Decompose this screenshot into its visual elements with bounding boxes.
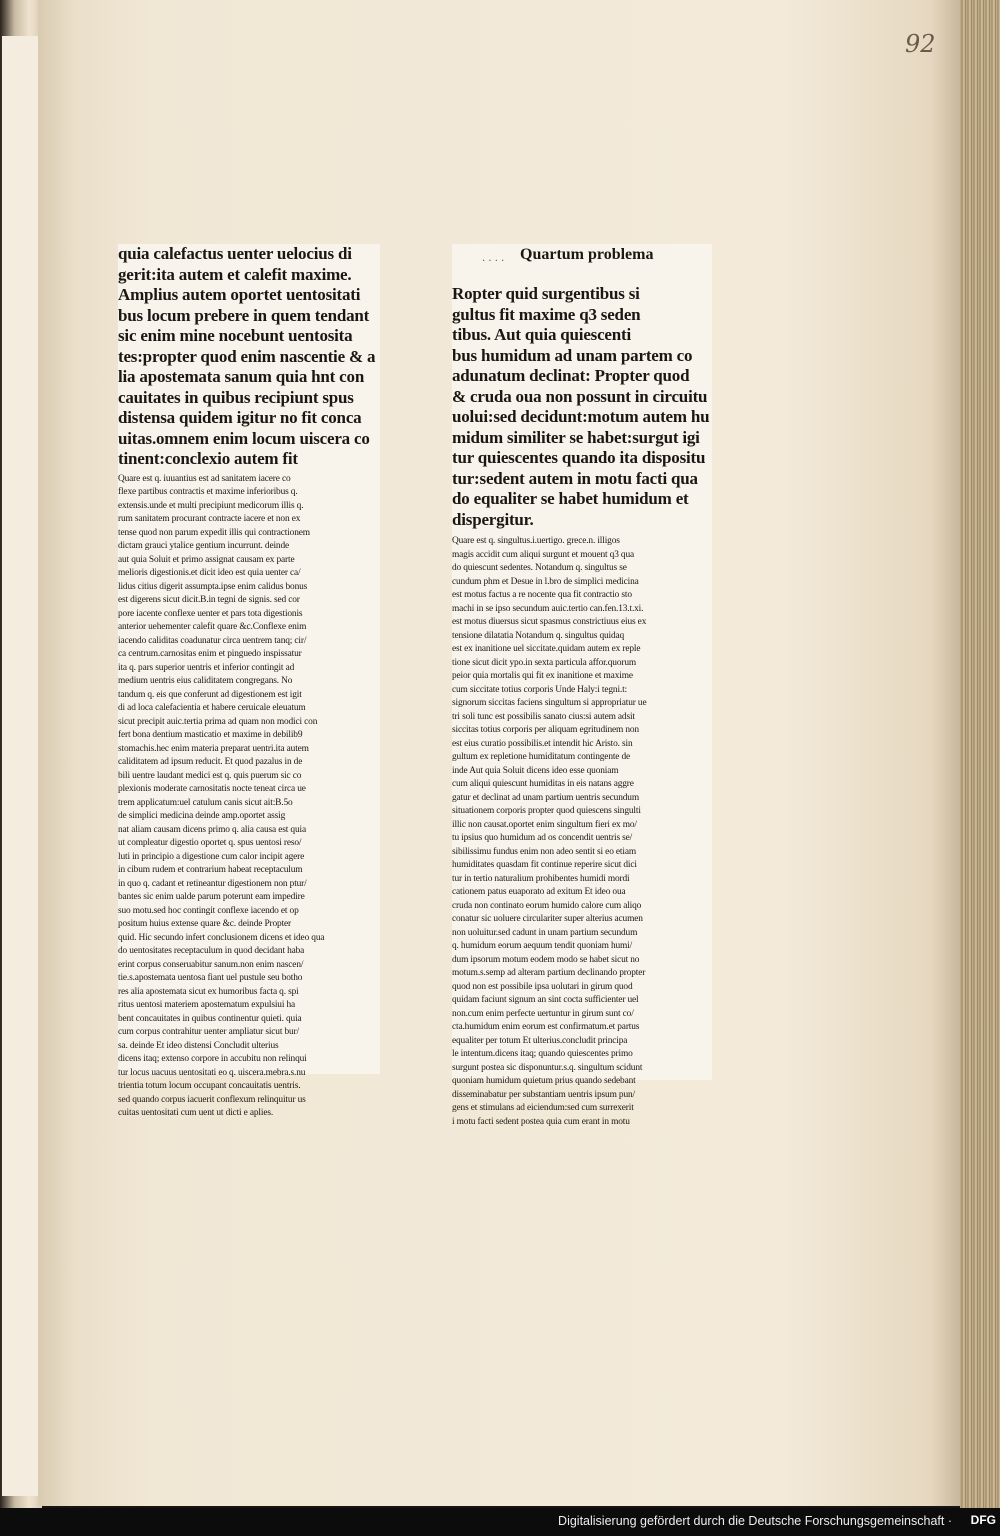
text-line: quidam faciunt signum an sint cocta sufficienter uel xyxy=(452,995,639,1005)
text-line: uolui:sed decidunt:motum autem hu xyxy=(452,407,710,426)
text-line: uitas.omnem enim locum uiscera co xyxy=(118,428,370,448)
text-line: Ropter quid surgentibus si xyxy=(452,284,640,303)
text-line: tur:sedent autem in motu facti qua xyxy=(452,468,698,488)
text-line: suo motu.sed hoc contingit conflexe iacendo et op xyxy=(118,905,299,916)
text-line: nat aliam causam dicens primo q. alia causa est quia xyxy=(118,824,306,835)
right-text-column xyxy=(452,244,712,1127)
text-line: cationem patus euaporato ad exitum Et ideo oua xyxy=(452,887,626,897)
text-line: tur locus uacuus uentositati eo q. uiscera.mebra.s.nu xyxy=(118,1067,306,1078)
text-line: res alia apostemata sicut ex humoribus facta q. spi xyxy=(118,986,299,997)
text-line: do equaliter se habet humidum et xyxy=(452,489,689,508)
text-line: est ex inanitione uel siccitate.quidam autem ex reple xyxy=(452,644,641,654)
text-line: quia calefactus uenter uelocius di xyxy=(118,244,352,263)
footer-bar xyxy=(0,1508,1000,1536)
page-edges xyxy=(960,0,1000,1510)
text-line: extensis.unde et multi precipiunt medicorum illis q. xyxy=(118,500,304,511)
text-line: de simplici medicina deinde amp.oportet assig xyxy=(118,811,286,821)
text-line: bent concauitates in quibus continentur quieti. quia xyxy=(118,1013,302,1024)
text-line: flexe partibus contractis et maxime inferioribus q. xyxy=(118,487,298,497)
text-line: trem applicatum:uel catulum canis sicut ait:B.5o xyxy=(118,797,293,808)
text-line: signorum siccitas faciens singultum si appropriatur ue xyxy=(452,698,647,708)
text-line: cum siccitate totius corporis Unde Haly:i tegni.t: xyxy=(452,684,628,695)
text-line: luti in principio a digestione cum calor incipit agere xyxy=(118,851,305,862)
text-line: tur in tertio naturalium prohibentes humidi mordi xyxy=(452,873,630,884)
text-line: lia apostemata sanum quia hnt con xyxy=(118,367,365,386)
text-line: est motus factus a re nocente qua fit contractio sto xyxy=(452,590,632,600)
text-line: Quare est q. singultus.i.uertigo. grece.n. illigos xyxy=(452,536,620,546)
text-line: iacendo caliditas coadunatur circa uentrem tanq; cir/ xyxy=(118,635,307,646)
right-commentary-text xyxy=(452,535,712,1129)
text-line: Quare est q. iuuantius est ad sanitatem iacere co xyxy=(118,473,291,484)
text-line: lidus citius digerit assumpta.ipse enim calidus bonus xyxy=(118,581,308,592)
text-line: est eius curatio possibilis.et intendit hic Aristo. sin xyxy=(452,738,633,749)
text-line: cuitas uentositati cum uent ut dicti e aplies. xyxy=(118,1108,274,1118)
text-line: cauitates in quibus recipiunt spus xyxy=(118,387,354,407)
text-line: gultus fit maxime q3 seden xyxy=(452,304,641,324)
text-line: est digerens sicut dicit.B.in tegni de signis. sed cor xyxy=(118,595,300,605)
text-line: cum aliqui quiescunt humiditas in eis natans aggre xyxy=(452,779,634,789)
text-line: anterior uehementer calefit quare &c.Conflexe enim xyxy=(118,622,307,632)
text-line: peior quia mortalis qui fit ex inanitione et maxime xyxy=(452,671,633,681)
text-line: bili uentre laudant medici est q. quis puerum sic co xyxy=(118,770,302,781)
text-line: i motu facti sedent postea quia cum erant in motu xyxy=(452,1116,630,1127)
problem-heading: Quartum problema xyxy=(520,246,654,263)
text-line: cruda non continato eorum humido calore cum aliqo xyxy=(452,900,642,911)
text-line: bus locum prebere in quem tendant xyxy=(118,305,370,325)
left-text-column xyxy=(118,244,380,1118)
text-line: stomachis.hec enim materia preparat uentri.ita autem xyxy=(118,743,309,754)
text-line: tensione dilatatia Notandum q. singultus quidaq xyxy=(452,630,625,641)
text-line: melioris digestionis.et dicit ideo est quia uenter ca/ xyxy=(118,568,301,578)
text-line: equaliter per totum Et ulterius.concludit principa xyxy=(452,1035,628,1046)
dfg-logo: DFG xyxy=(970,1513,996,1527)
text-line: sicut precipit auic.tertia prima ad quam non modici con xyxy=(118,716,318,727)
text-line: situationem corporis propter quod quiescens singulti xyxy=(452,806,641,816)
text-line: illic non causat.oportet enim singultum fieri ex mo/ xyxy=(452,819,637,830)
funding-notice: Digitalisierung gefördert durch die Deutsche Forschungsgemeinschaft · xyxy=(558,1514,952,1528)
text-line: tur quiescentes quando ita dispositu xyxy=(452,448,706,467)
text-line: magis accidit cum aliqui surgunt et mouent q3 qua xyxy=(452,549,635,560)
text-line: Amplius autem oportet uentositati xyxy=(118,285,361,304)
text-line: non.cum enim perfecte uertuntur in girum sunt co/ xyxy=(452,1008,634,1019)
adjacent-page-curl xyxy=(0,0,42,1536)
text-line: ca centrum.carnositas enim et pinguedo inspissatur xyxy=(118,649,302,659)
text-line: gatur et declinat ad unam partium uentris secundum xyxy=(452,792,639,803)
text-line: gens et stimulans ad eiciendum:sed cum surrexerit xyxy=(452,1103,634,1113)
text-line: dum ipsorum motum eodem modo se habet sicut no xyxy=(452,954,640,965)
text-line: midum similiter se habet:surgut igi xyxy=(452,427,700,447)
text-line: in quo q. cadant et retineantur digestionem non ptur/ xyxy=(118,878,307,889)
left-commentary-text xyxy=(118,473,380,1121)
text-line: q. humidum eorum aequum tendit quoniam humi/ xyxy=(452,941,633,951)
text-line: dicens itaq; extenso corpore in accubitu non relinqui xyxy=(118,1054,307,1064)
text-line: di ad loca calefacientia et habere ceruicale eleuatum xyxy=(118,703,306,713)
text-line: distensa quidem igitur no fit conca xyxy=(118,408,362,427)
text-line: humiditates quasdam fit continue reperire sicut dici xyxy=(452,860,637,870)
text-line: sic enim mine nocebunt uentosita xyxy=(118,326,353,345)
text-line: sa. deinde Et ideo distensi Concludit ulterius xyxy=(118,1040,279,1051)
text-line: quod non est possibile ipsa uolutari in girum quod xyxy=(452,981,633,992)
text-line: tes:propter quod enim nascentie & a xyxy=(118,346,376,366)
text-line: bus humidum ad unam partem co xyxy=(452,345,693,365)
text-line: non uoluitur.sed cadunt in unam partium secundum xyxy=(452,927,638,938)
text-line: tu ipsius quo humidum ad os concendit uentris se/ xyxy=(452,833,633,843)
text-line: plexionis moderate carnositatis nocte teneat circa ue xyxy=(118,784,306,794)
text-line: ita q. pars superior uentris et inferior contingit ad xyxy=(118,662,295,673)
text-line: sed quando corpus iacuerit conflexum relinquitur us xyxy=(118,1094,306,1105)
text-line: dictam grauci ytalice gentium incurrunt. deinde xyxy=(118,541,290,551)
text-line: caliditatem ad ipsum reducit. Et quod pazalus in de xyxy=(118,757,303,767)
text-line: cundum phm et Desue in l.bro de simplici medicina xyxy=(452,576,639,587)
page-number: 92 xyxy=(905,30,936,58)
text-line: rum sanitatem procurant contracte iacere et non ex xyxy=(118,514,301,524)
text-line: do quiescunt sedentes. Notandum q. singultus se xyxy=(452,563,627,573)
text-line: adunatum declinat: Propter quod xyxy=(452,366,690,385)
text-line: machi in se ipso secundum auic.tertio can.fen.13.t.xi. xyxy=(452,603,644,614)
text-line: pore iacente conflexe uenter et pars tota digestionis xyxy=(118,608,303,619)
text-line: fert bona dentium masticatio et maxime in debilib9 xyxy=(118,730,303,740)
text-line: cta.humidum enim eorum est confirmatum.et partus xyxy=(452,1022,640,1032)
text-line: conatur sic uoluere circulariter super alterius acumen xyxy=(452,914,643,924)
text-line: & cruda oua non possunt in circuitu xyxy=(452,386,708,406)
text-line: aut quia Soluit et primo assignat causam ex parte xyxy=(118,554,295,565)
text-line: sibilissimu fundus enim non adeo sentit si eo etiam xyxy=(452,846,636,857)
text-line: disseminabatur per substantiam uentris ipsum pun/ xyxy=(452,1089,635,1100)
text-line: tinent:conclexio autem fit xyxy=(118,449,298,468)
text-line: quid. Hic secundo infert conclusionem dicens et ideo qua xyxy=(118,932,325,943)
left-main-text xyxy=(118,244,380,470)
text-line: gerit:ita autem et calefit maxime. xyxy=(118,264,352,284)
right-main-text xyxy=(452,284,712,530)
text-line: tione sicut dicit ypo.in sexta particula affor.quorum xyxy=(452,657,637,668)
text-line: bantes sic enim ualde parum poterunt eam impedire xyxy=(118,892,305,902)
adjacent-page-strip xyxy=(2,36,41,1496)
text-line: quoniam humidum quietum prius quando sedebant xyxy=(452,1076,636,1086)
text-line: ritus uentosi materiem apostematum expulsiui ha xyxy=(118,1000,296,1010)
decorative-dots: · · · · xyxy=(482,256,505,267)
text-line: in cibum rudem et contrarium habeat receptaculum xyxy=(118,865,303,875)
text-line: dispergitur. xyxy=(452,509,534,529)
text-line: positum huius extense quare &c. deinde Propter xyxy=(118,919,292,929)
text-line: gultum ex repletione humiditatum contingente de xyxy=(452,752,631,762)
text-line: tandum q. eis que conferunt ad digestionem est igit xyxy=(118,689,302,700)
text-line: inde Aut quia Soluit dicens ideo esse quoniam xyxy=(452,765,619,776)
text-line: tibus. Aut quia quiescenti xyxy=(452,325,632,344)
text-line: do uentositates receptaculum in quod decidant haba xyxy=(118,946,305,956)
text-line: le intentum.dicens itaq; quando quiescentes primo xyxy=(452,1049,633,1059)
text-line: medium uentris eius caliditatem congregans. No xyxy=(118,676,293,686)
text-line: cum corpus contrahitur uenter ampliatur sicut bur/ xyxy=(118,1027,299,1037)
text-line: tri soli tunc est possibilis sanato cius:si autem adsit xyxy=(452,711,635,722)
text-line: ut compleatur digestio oportet q. spus uentosi reso/ xyxy=(118,838,302,848)
text-line: est motus diuersus sicut spasmus constrictiuus eius ex xyxy=(452,617,647,627)
text-line: siccitas totius corporis per aliquam egritudinem non xyxy=(452,725,639,735)
text-line: tense quod non parum expedit illis qui contractionem xyxy=(118,527,310,538)
text-line: erint corpus conseruabitur sanum.non enim nascen/ xyxy=(118,959,304,970)
text-line: surgunt postea sic disponuntur.s.q. singultum scidunt xyxy=(452,1062,643,1073)
text-line: trientia totum locum occupant concauitatis uentris. xyxy=(118,1081,301,1091)
text-line: tie.s.apostemata uentosa fiant uel pustule seu botho xyxy=(118,973,303,983)
text-line: motum.s.semp ad alteram partium declinando propter xyxy=(452,968,646,978)
